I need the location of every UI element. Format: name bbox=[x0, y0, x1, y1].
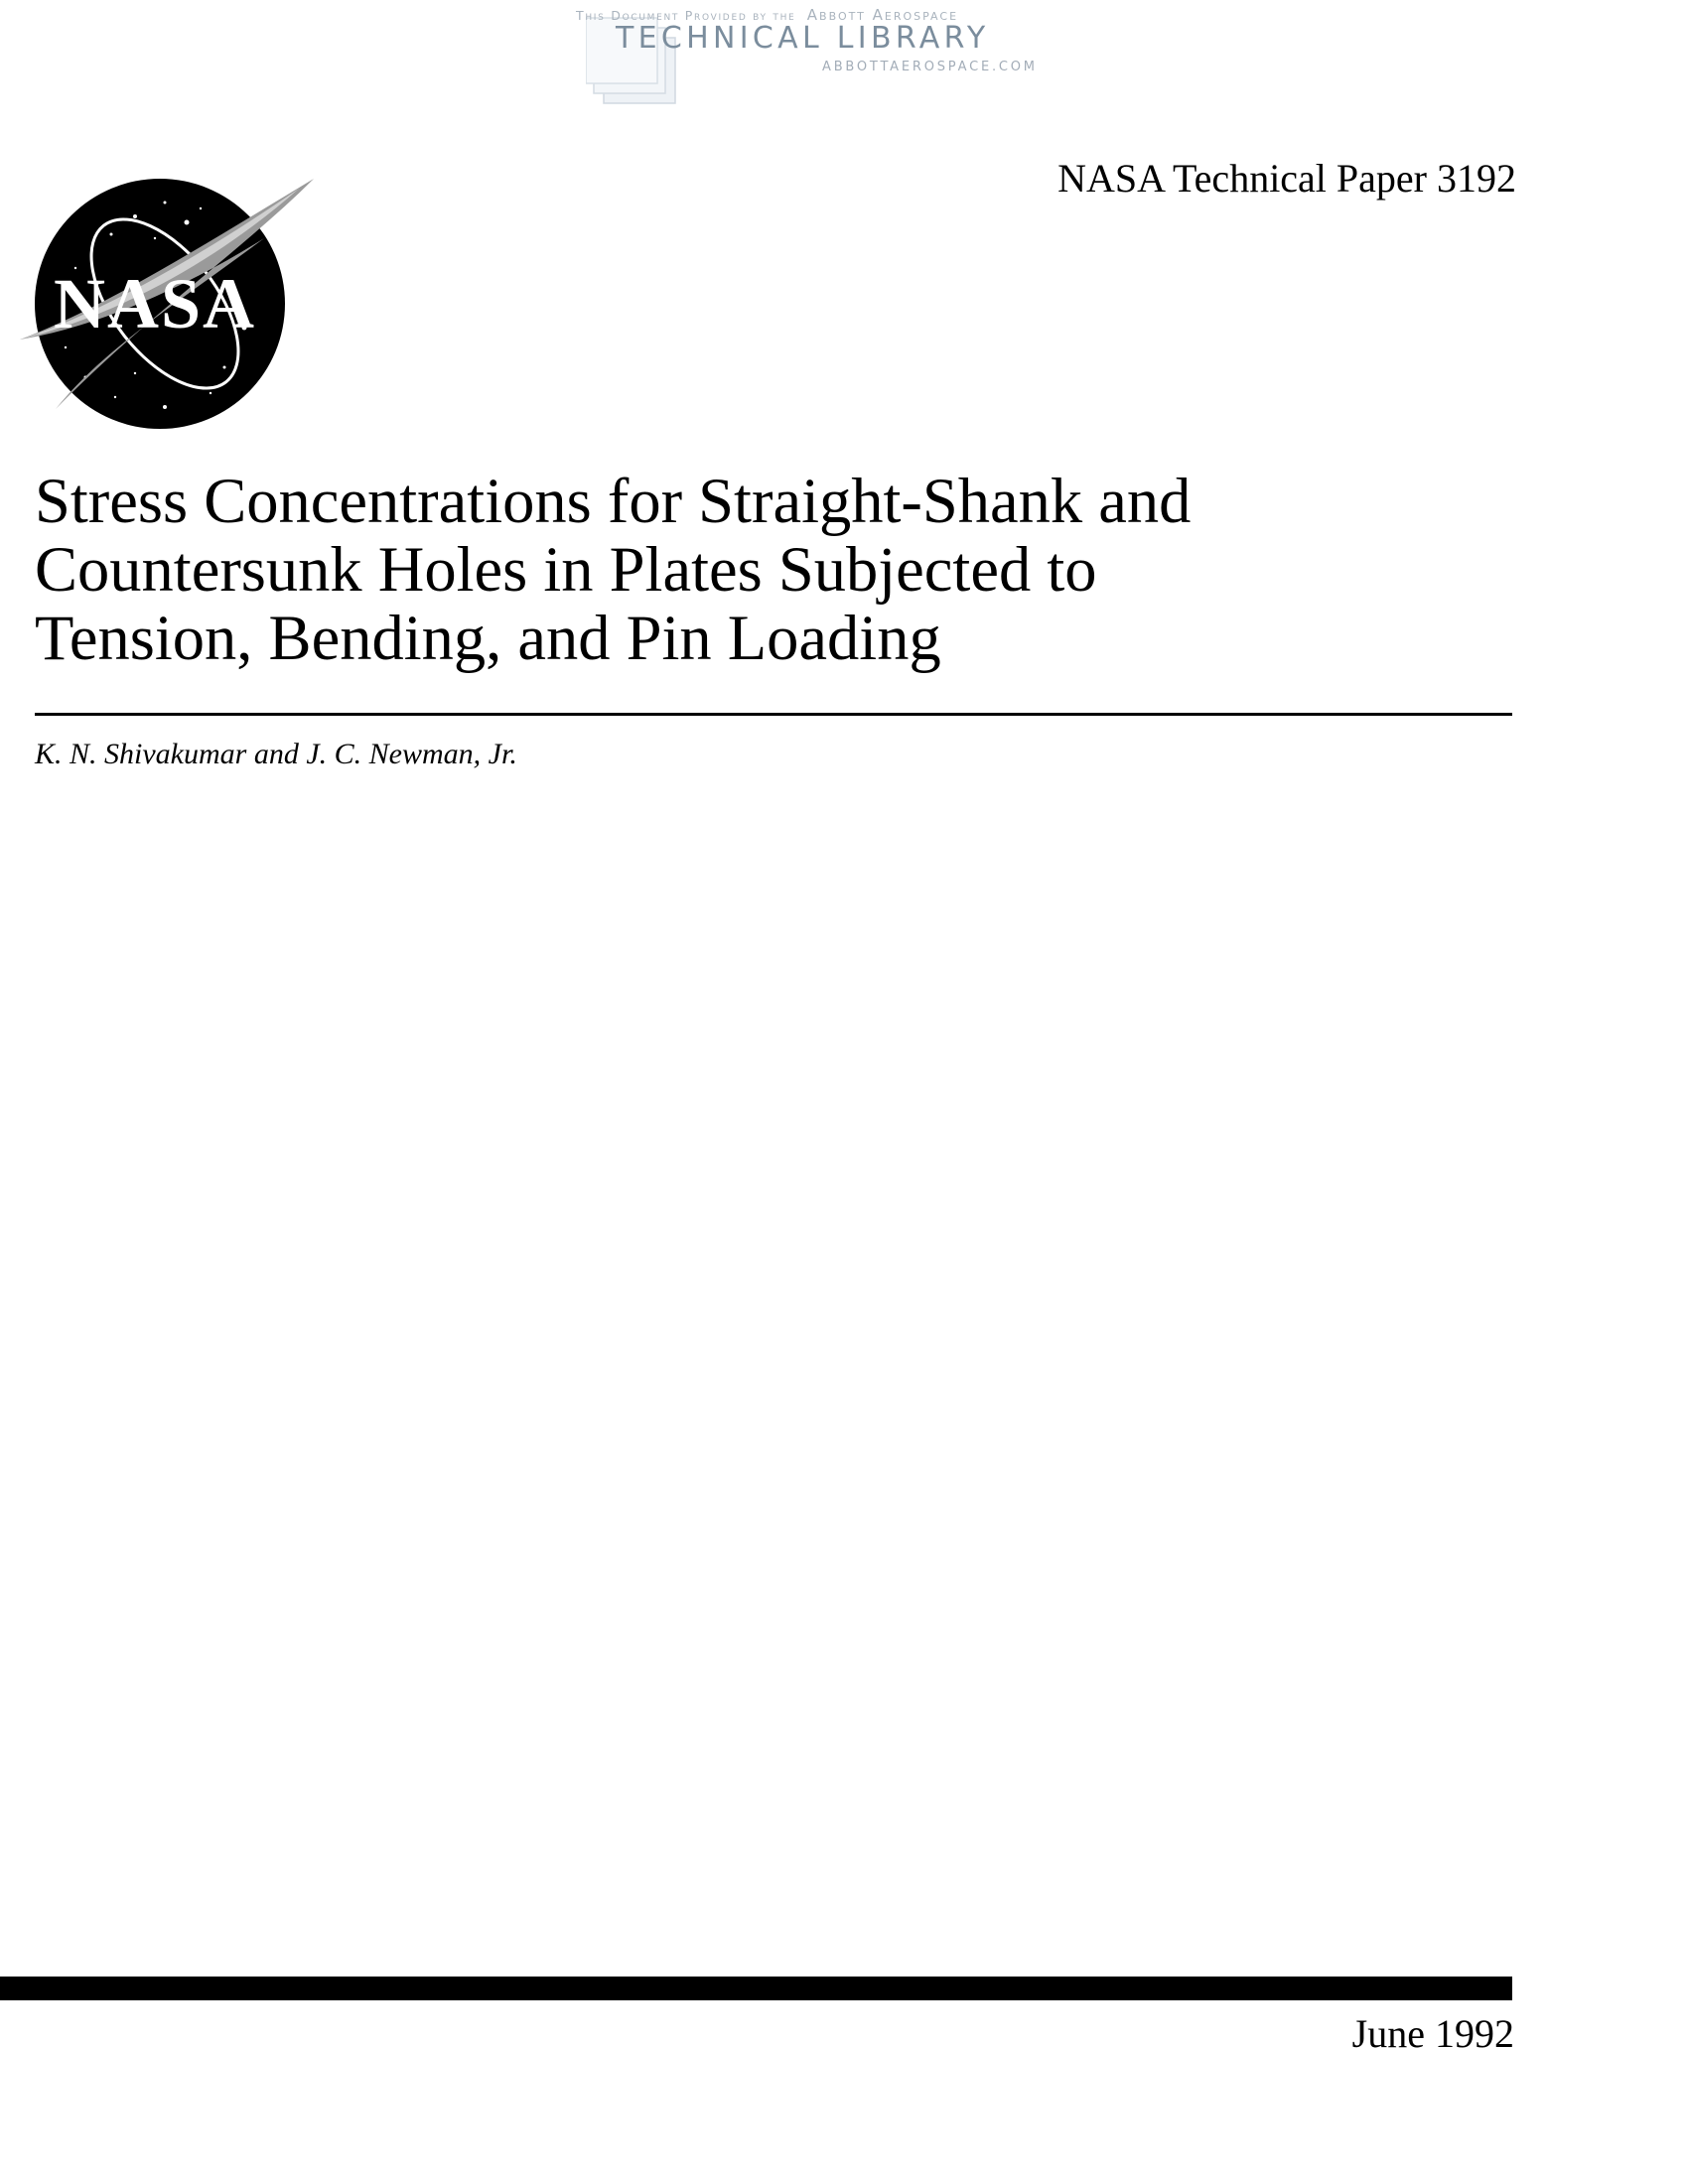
publication-date: June 1992 bbox=[1351, 2011, 1514, 2056]
document-title bbox=[35, 467, 1504, 672]
library-banner bbox=[566, 0, 1082, 114]
title-line-2: Countersunk Holes in Plates Subjected to bbox=[35, 534, 1097, 605]
banner-url: ABBOTTAEROSPACE.COM bbox=[822, 60, 1038, 74]
title-divider bbox=[35, 713, 1512, 716]
nasa-meatball-icon bbox=[16, 179, 332, 437]
title-line-3: Tension, Bending, and Pin Loading bbox=[35, 603, 941, 673]
footer-bar bbox=[0, 1977, 1512, 2000]
banner-library-name: TECHNICAL LIBRARY bbox=[616, 21, 990, 56]
report-series-number: NASA Technical Paper 3192 bbox=[1057, 156, 1516, 201]
banner-provider-name: Abbott Aerospace bbox=[806, 6, 959, 24]
banner-provided-by: This Document Provided by the Abbott Aerospace bbox=[576, 6, 959, 24]
nasa-logo-text: NASA bbox=[53, 264, 257, 343]
title-line-1: Stress Concentrations for Straight-Shank and bbox=[35, 466, 1192, 536]
authors: K. N. Shivakumar and J. C. Newman, Jr. bbox=[35, 738, 517, 770]
